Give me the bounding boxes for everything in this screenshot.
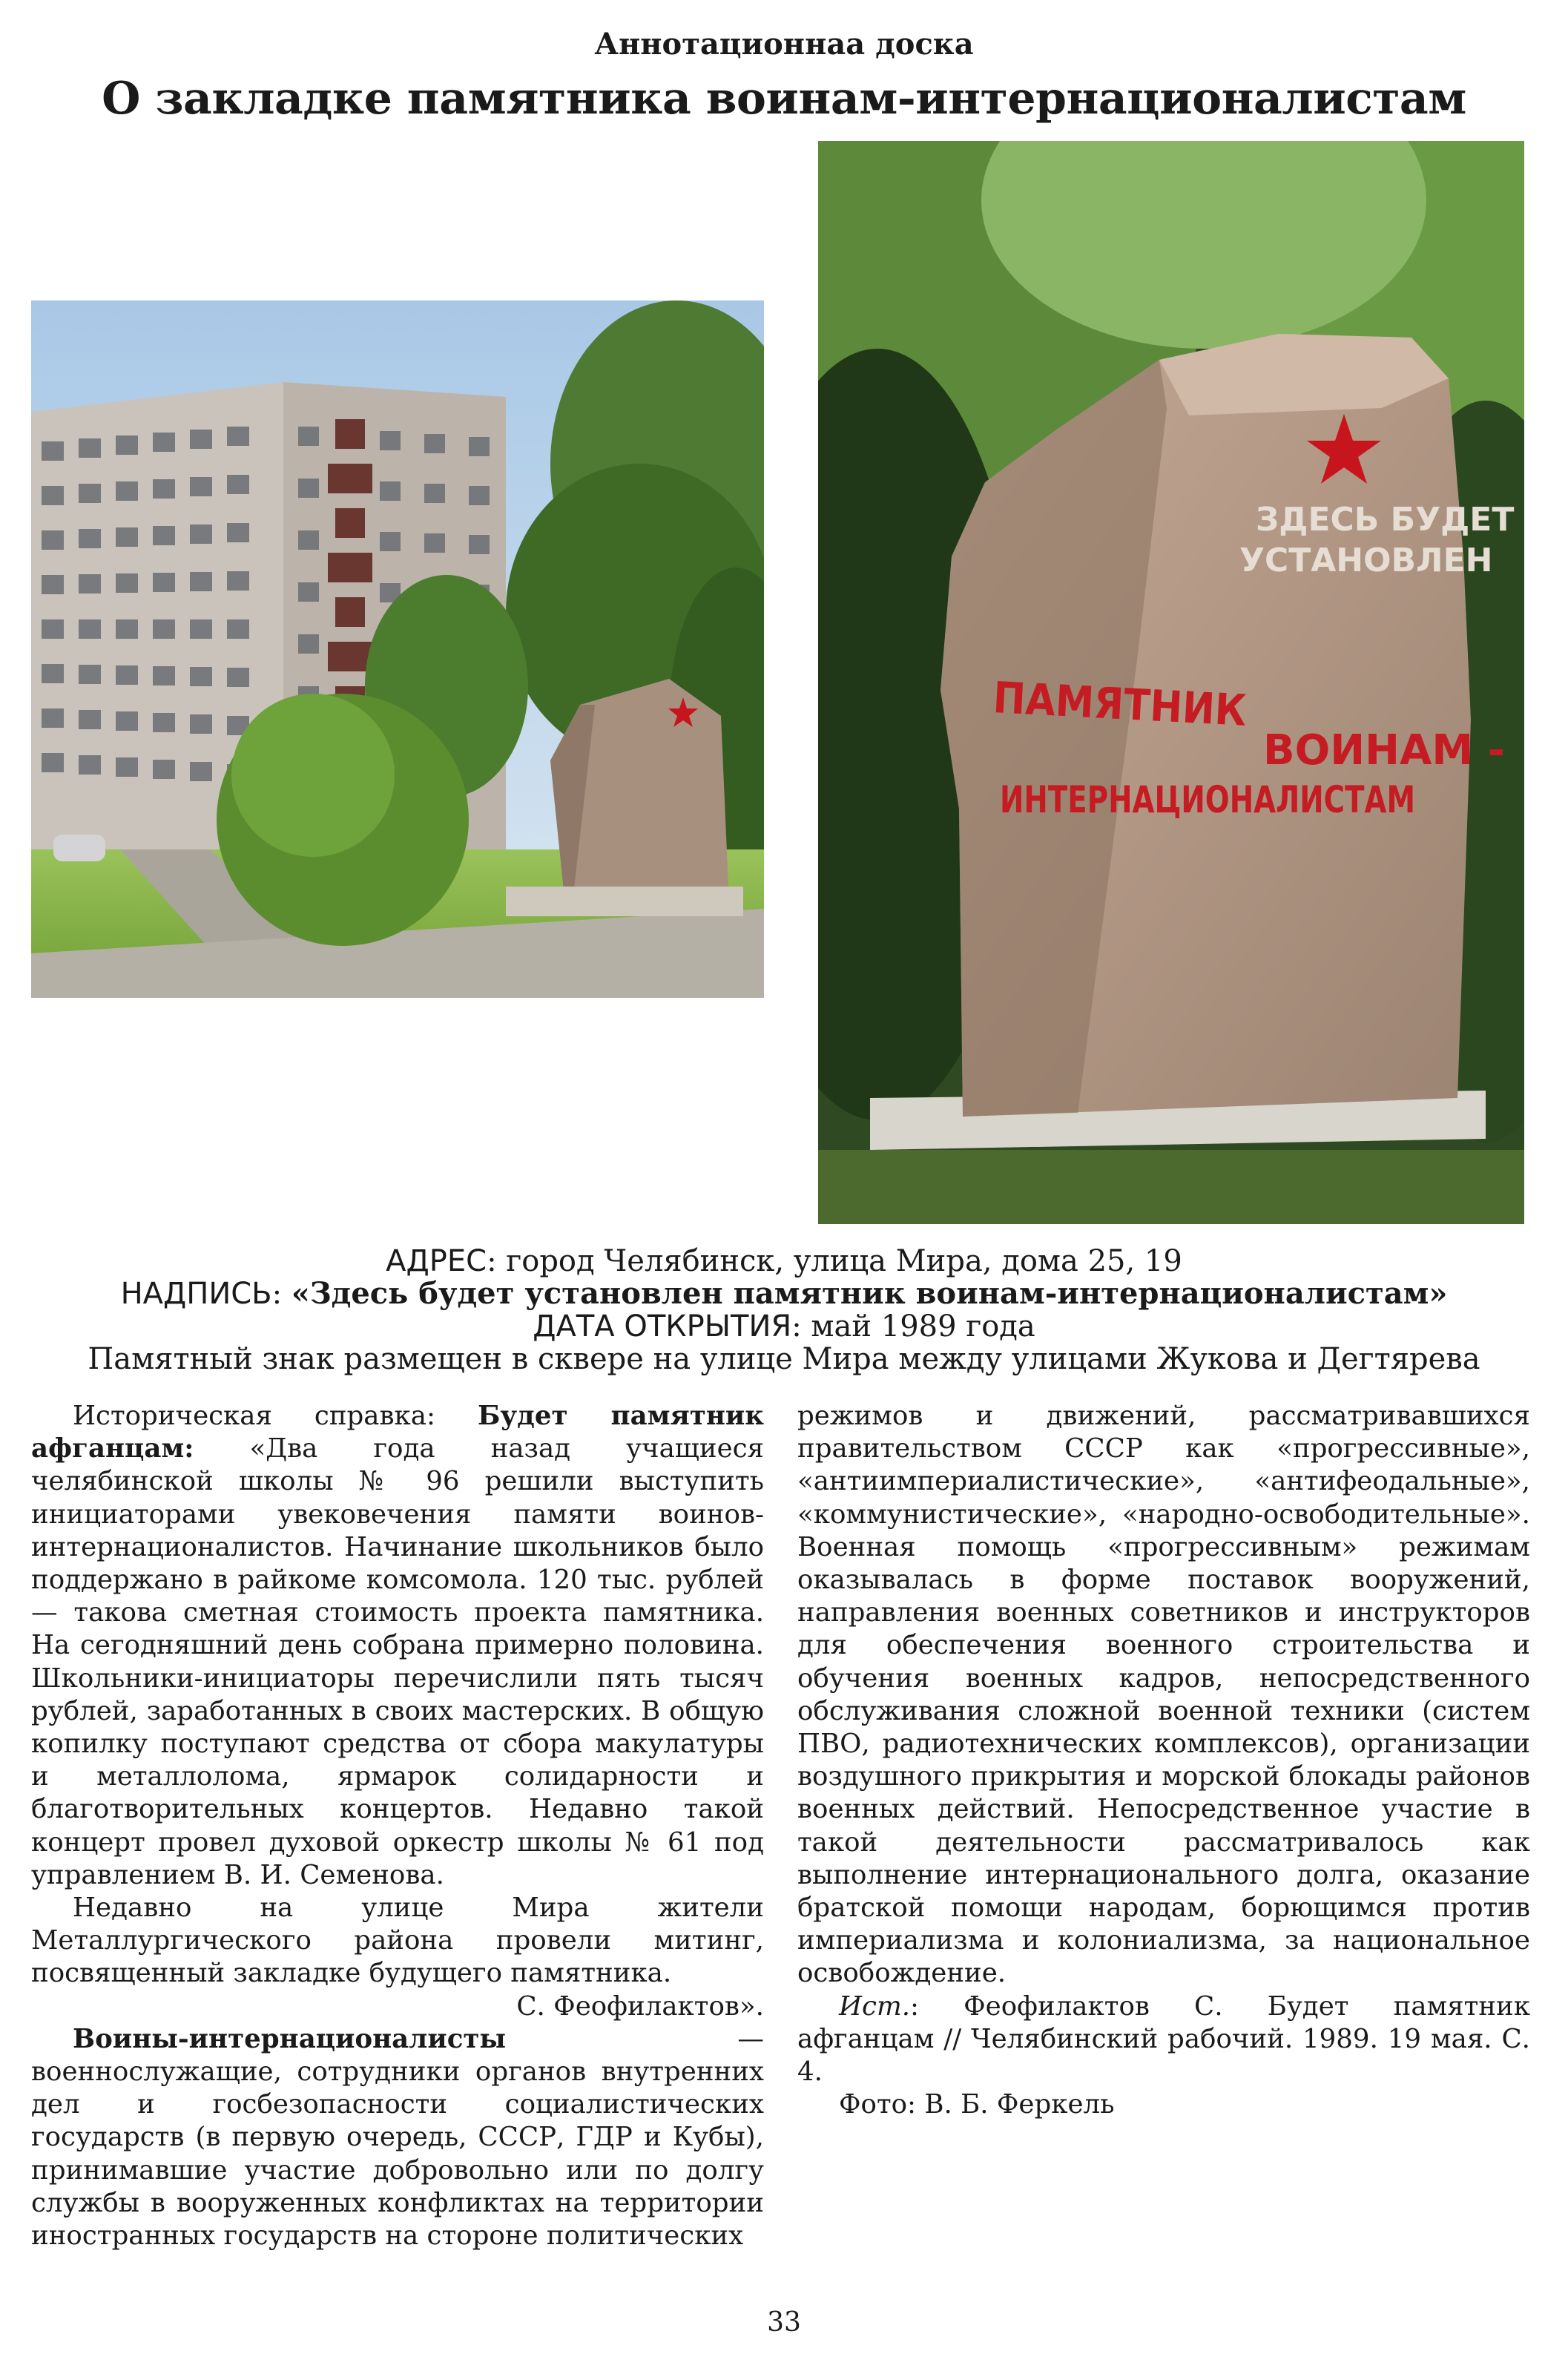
location-note: Памятный знак размещен в сквере на улице Мира между улицами Жукова и Дегтярева	[88, 1342, 1480, 1376]
body-column-right	[797, 1400, 1530, 2121]
inscription-sep: :	[271, 1277, 291, 1311]
date-line	[0, 1310, 1568, 1343]
source-citation	[797, 1990, 1530, 2089]
page-title: О закладке памятника воинам-интернационалистам	[102, 73, 1466, 125]
address-label: АДРЕС	[386, 1244, 487, 1278]
source-label: Ист.	[839, 1990, 910, 2022]
building-photo	[31, 300, 764, 998]
monument-line3: ПАМЯТНИК	[992, 672, 1248, 736]
monument-line1: ЗДЕСЬ БУДЕТ	[1256, 501, 1515, 539]
definition-text: — военнослужащие, сотрудники органов внутренних дел и госбезопасности социалистических государств (в первую очередь, СССР, ГДР и Кубы), принимавшие участие добровольно или по долгу службы в вооруженных конфликтах на территории иностранных государств на стороне политических	[31, 2023, 764, 2252]
page-number: 33	[767, 2307, 801, 2338]
intro-label: Историческая справка:	[73, 1401, 478, 1431]
monument-photo	[818, 141, 1524, 1224]
definition-term: Воины-интернационалисты	[73, 2023, 507, 2054]
source-text: : Феофилактов С. Будет памятник афганцам // Челябинский рабочий. 1989. 19 мая. С. 4.	[797, 1990, 1530, 2088]
monument-line5: ИНТЕРНАЦИОНАЛИСТАМ	[1000, 778, 1415, 821]
photo-credit: Фото: В. Б. Феркель	[839, 2089, 1115, 2120]
article-title: Будет памятник афганцам:	[31, 1401, 764, 1464]
inscription-label: НАДПИСЬ	[120, 1277, 272, 1311]
monument-line2: УСТАНОВЛЕН	[1239, 542, 1493, 579]
monument-line4: ВОИНАМ -	[1263, 726, 1505, 775]
body-column-left	[31, 1400, 764, 2252]
historical-note	[31, 1400, 764, 1892]
author-signature: С. Феофилактов».	[516, 1990, 764, 2022]
article-text: «Два года назад учащиеся челябинской школы № 96 решили выступить инициаторами увековечения памяти воинов-интернационалистов. Начинание школьников было поддержано в райкоме комсомола. 120 тыс. рублей — такова сметная стоимость проекта памятника. На сегодняшний день собрана примерно половина. Школьники-инициаторы перечислили пять тысяч рублей, заработанных в своих мастерских. В общую копилку поступают средства от сбора макулатуры и металлолома, ярмарок солидарности и благотворительных концертов. Недавно такой концерт провел духовой оркестр школы № 61 под управлением В. И. Семенова.	[31, 1433, 764, 1890]
address-value: : город Челябинск, улица Мира, дома 25, 19	[487, 1244, 1182, 1278]
address-line	[0, 1245, 1568, 1278]
date-value: : май 1989 года	[791, 1309, 1035, 1344]
rally-paragraph: Недавно на улице Мира жители Металлургического района провели митинг, посвященный закладке будущего памятника.	[31, 1893, 764, 1989]
inscription-value: «Здесь будет установлен памятник воинам-интернационалистам»	[291, 1276, 1448, 1311]
inscription-line	[0, 1278, 1568, 1310]
section-kicker: Аннотационнаа доска	[594, 27, 974, 62]
date-label: ДАТА ОТКРЫТИЯ	[533, 1309, 792, 1344]
definition-paragraph	[31, 2023, 764, 2252]
definition-continuation: режимов и движений, рассматривавшихся правительством СССР как «прогрессивные», «антиимпериалистические», «антифеодальные», «коммунистические», «народно-освободительные». Военная помощь «прогрессивным» режимам оказывалась в форме поставок вооружений, направления военных советников и инструкторов для обеспечения военного строительства и обучения военных кадров, непосредственного обслуживания сложной военной техники (систем ПВО, радиотехнических комплексов), организации воздушного прикрытия и морской блокады районов военных действий. Непосредственное участие в такой деятельности рассматривалось как выполнение интернационального долга, оказание братской помощи народам, борющимся против империализма и колониализма, за национальное освобождение.	[797, 1401, 1530, 1989]
monument-info	[0, 1245, 1568, 1375]
